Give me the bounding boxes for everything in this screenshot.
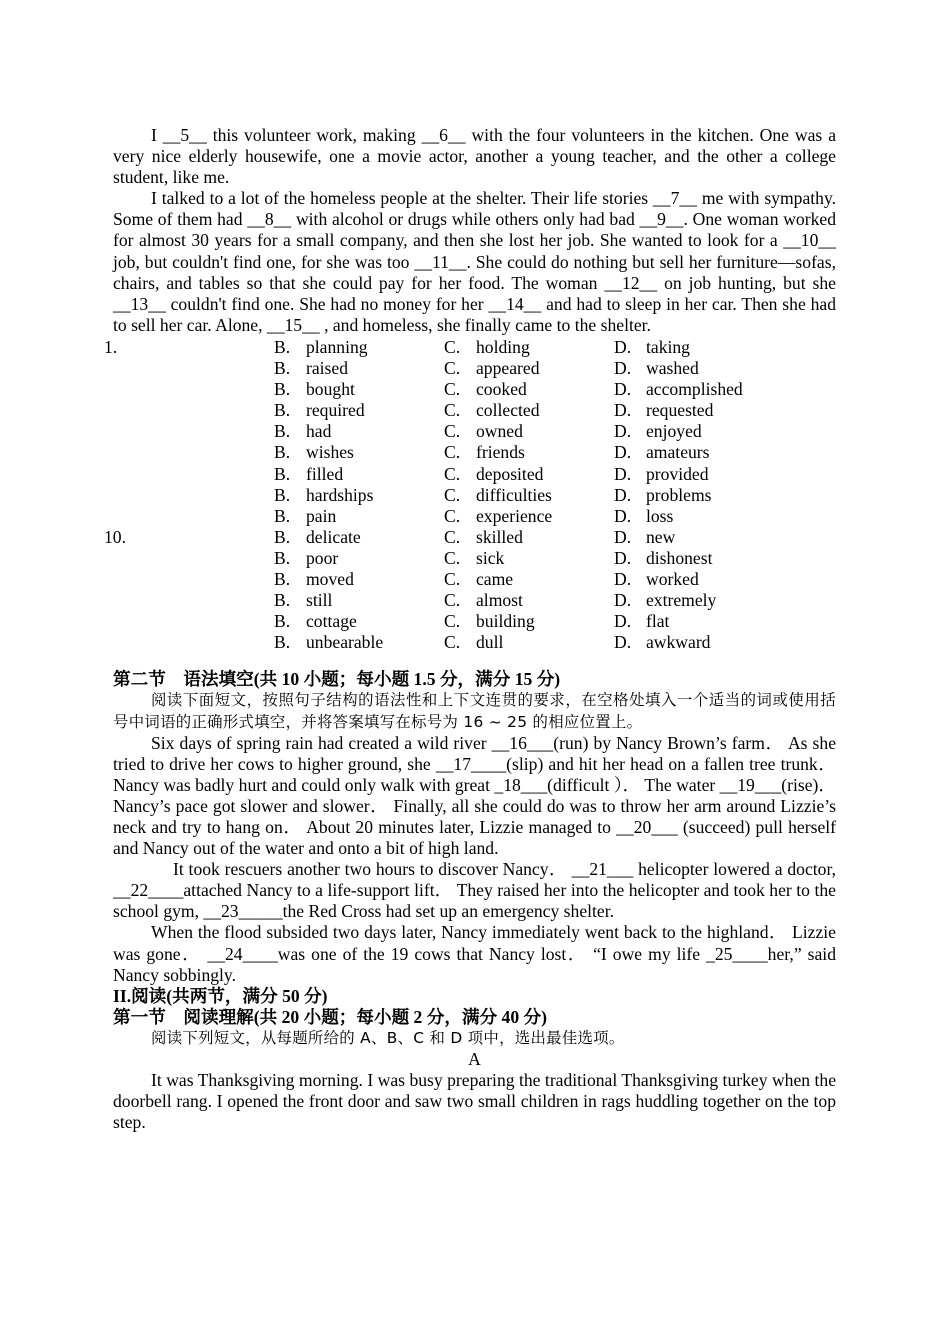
grammar-paragraph-2: It took rescuers another two hours to discover Nancy． __21___ helicopter lowered a doctor, __22____attached Nancy to a life-support lift． They raised her into the helicopter and took her to the school gym, __23_____the Red Cross had set up an emergency shelter.	[113, 859, 836, 922]
option-d-letter: D.	[614, 505, 632, 526]
option-row	[104, 632, 836, 653]
option-d-letter: D.	[614, 611, 632, 632]
option-row	[104, 337, 836, 358]
option-c-letter: C.	[444, 400, 461, 421]
option-c-word: building	[476, 611, 535, 632]
part2-heading: II.阅读(共两节，满分 50 分)	[113, 985, 328, 1006]
option-b-word: planning	[306, 336, 368, 357]
option-d-letter: D.	[614, 632, 632, 653]
option-d-word: requested	[646, 400, 714, 421]
option-b-word: unbearable	[306, 632, 384, 653]
option-b-letter: B.	[274, 526, 291, 547]
option-b-word: delicate	[306, 526, 361, 547]
option-b-letter: B.	[274, 484, 291, 505]
grammar-paragraph-1: Six days of spring rain had created a wild river __16___(run) by Nancy Brown’s farm． As she tried to drive her cows to higher ground, she __17____(slip) and hit her head on a fallen tree trunk． Nancy was badly hurt and could only walk with great _18___(difficult ）． The water __19___(rise)． Nancy’s pace got slower and slower． Finally, all she could do was to throw her arm around Lizzie’s neck and try to hang on． About 20 minutes later, Lizzie managed to __20___ (succeed) pull herself and Nancy out of the water and onto a bit of high land.	[113, 732, 836, 859]
option-c-word: difficulties	[476, 484, 552, 505]
question-number: 1.	[104, 336, 118, 357]
grammar-paragraph-3: When the flood subsided two days later, Nancy immediately went back to the highland． Lizzie was gone． __24____was one of the 19 cows that Nancy lost． “I owe my life _25____her,” said Nancy sobbingly.	[113, 922, 836, 985]
option-b-word: poor	[306, 547, 339, 568]
option-c-letter: C.	[444, 547, 461, 568]
option-d-letter: D.	[614, 442, 632, 463]
option-row	[104, 421, 836, 442]
option-d-letter: D.	[614, 568, 632, 589]
option-d-word: worked	[646, 568, 699, 589]
option-b-letter: B.	[274, 505, 291, 526]
section2-instruction: 阅读下面短文，按照句子结构的语法性和上下文连贯的要求，在空格处填入一个适当的词或使用括号中词语的正确形式填空，并将答案填写在标号为 16 ~ 25 的相应位置上。	[113, 691, 836, 731]
option-c-letter: C.	[444, 463, 461, 484]
option-b-word: pain	[306, 505, 337, 526]
option-d-word: problems	[646, 484, 712, 505]
option-c-word: holding	[476, 336, 530, 357]
option-d-word: dishonest	[646, 547, 713, 568]
option-d-word: washed	[646, 358, 699, 379]
option-c-word: experience	[476, 505, 553, 526]
option-c-letter: C.	[444, 611, 461, 632]
option-d-letter: D.	[614, 526, 632, 547]
option-c-letter: C.	[444, 421, 461, 442]
option-c-word: sick	[476, 547, 505, 568]
option-d-word: amateurs	[646, 442, 710, 463]
option-b-letter: B.	[274, 400, 291, 421]
option-row	[104, 506, 836, 527]
option-d-letter: D.	[614, 400, 632, 421]
option-d-letter: D.	[614, 484, 632, 505]
option-c-letter: C.	[444, 526, 461, 547]
option-d-letter: D.	[614, 336, 632, 357]
option-b-letter: B.	[274, 632, 291, 653]
option-b-word: bought	[306, 379, 355, 400]
document-page	[104, 125, 836, 1133]
option-b-letter: B.	[274, 336, 291, 357]
option-d-letter: D.	[614, 379, 632, 400]
option-row	[104, 400, 836, 421]
option-c-word: came	[476, 568, 514, 589]
option-c-word: owned	[476, 421, 523, 442]
option-d-word: enjoyed	[646, 421, 702, 442]
option-b-letter: B.	[274, 463, 291, 484]
option-d-word: taking	[646, 336, 690, 357]
option-c-word: collected	[476, 400, 540, 421]
option-d-letter: D.	[614, 590, 632, 611]
option-b-word: wishes	[306, 442, 354, 463]
option-row	[104, 527, 836, 548]
option-row	[104, 379, 836, 400]
option-b-letter: B.	[274, 442, 291, 463]
option-b-word: filled	[306, 463, 344, 484]
option-b-word: raised	[306, 358, 349, 379]
option-b-letter: B.	[274, 590, 291, 611]
option-d-word: flat	[646, 611, 670, 632]
option-b-letter: B.	[274, 421, 291, 442]
option-b-word: hardships	[306, 484, 374, 505]
part2-sub-heading: 第一节 阅读理解(共 20 小题；每小题 2 分，满分 40 分)	[113, 1006, 547, 1027]
option-row	[104, 569, 836, 590]
option-d-word: extremely	[646, 590, 717, 611]
option-c-letter: C.	[444, 336, 461, 357]
option-b-word: required	[306, 400, 365, 421]
reading-passage-a: It was Thanksgiving morning. I was busy preparing the traditional Thanksgiving turkey when the doorbell rang. I opened the front door and saw two small children in rags huddling together on the top step.	[113, 1070, 836, 1133]
passage-label: A	[468, 1049, 481, 1070]
option-c-word: friends	[476, 442, 525, 463]
option-c-word: cooked	[476, 379, 527, 400]
option-d-letter: D.	[614, 463, 632, 484]
option-row	[104, 548, 836, 569]
option-c-letter: C.	[444, 442, 461, 463]
option-d-word: accomplished	[646, 379, 743, 400]
option-c-letter: C.	[444, 358, 461, 379]
option-b-letter: B.	[274, 358, 291, 379]
option-d-word: loss	[646, 505, 674, 526]
option-row	[104, 464, 836, 485]
option-c-letter: C.	[444, 484, 461, 505]
option-c-word: skilled	[476, 526, 523, 547]
option-b-letter: B.	[274, 547, 291, 568]
option-c-letter: C.	[444, 568, 461, 589]
option-b-letter: B.	[274, 379, 291, 400]
section2-heading: 第二节 语法填空(共 10 小题；每小题 1.5 分，满分 15 分)	[113, 669, 561, 690]
option-row	[104, 485, 836, 506]
option-d-word: awkward	[646, 632, 711, 653]
option-b-letter: B.	[274, 568, 291, 589]
option-row	[104, 590, 836, 611]
option-d-letter: D.	[614, 547, 632, 568]
option-row	[104, 358, 836, 379]
option-c-word: appeared	[476, 358, 540, 379]
question-number: 10.	[104, 526, 126, 547]
option-b-letter: B.	[274, 611, 291, 632]
option-c-letter: C.	[444, 505, 461, 526]
option-d-word: provided	[646, 463, 709, 484]
option-b-word: moved	[306, 568, 354, 589]
cloze-paragraph-1: I __5__ this volunteer work, making __6__ with the four volunteers in the kitchen. One was a very nice elderly housewife, one a movie actor, another a young teacher, and the other a college student, like me.	[113, 125, 836, 188]
option-b-word: had	[306, 421, 332, 442]
cloze-paragraph-2: I talked to a lot of the homeless people at the shelter. Their life stories __7__ me with sympathy. Some of them had __8__ with alcohol or drugs while others only had bad __9__. One woman worked for almost 30 years for a small company, and then she lost her job. She wanted to look for a __10__ job, but couldn't find one, for she was too __11__. She could do nothing but sell her furniture—sofas, chairs, and tables so that she could pay for her food. The woman __12__ on job hunting, but she __13__ couldn't find one. She had no money for her __14__ and had to sleep in her car. Then she had to sell her car. Alone, __15__ , and homeless, she finally came to the shelter.	[113, 188, 836, 335]
option-d-letter: D.	[614, 421, 632, 442]
option-c-letter: C.	[444, 632, 461, 653]
option-row	[104, 611, 836, 632]
options-table	[104, 337, 836, 653]
option-row	[104, 442, 836, 463]
option-d-word: new	[646, 526, 676, 547]
option-c-word: dull	[476, 632, 504, 653]
option-c-word: almost	[476, 590, 523, 611]
option-d-letter: D.	[614, 358, 632, 379]
option-b-word: still	[306, 590, 333, 611]
option-c-letter: C.	[444, 379, 461, 400]
part2-instruction: 阅读下列短文，从每题所给的 A、B、C 和 D 项中，选出最佳选项。	[151, 1028, 625, 1047]
option-b-word: cottage	[306, 611, 357, 632]
option-c-word: deposited	[476, 463, 544, 484]
option-c-letter: C.	[444, 590, 461, 611]
